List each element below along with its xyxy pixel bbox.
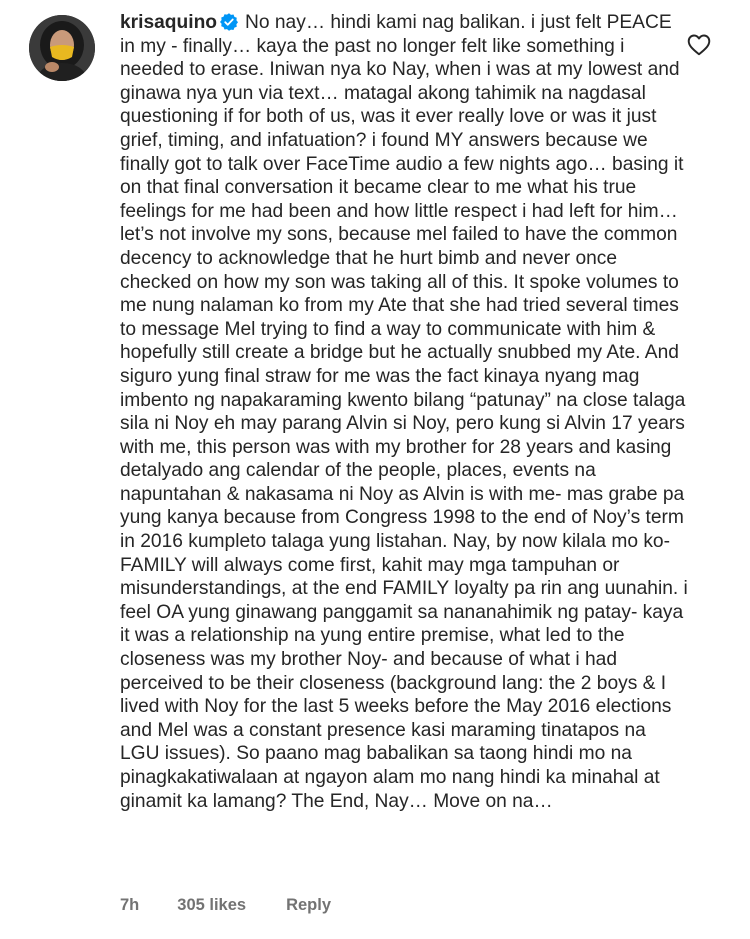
avatar-image bbox=[29, 15, 95, 81]
reply-button[interactable]: Reply bbox=[286, 896, 332, 914]
verified-badge-icon bbox=[219, 12, 239, 32]
avatar[interactable] bbox=[29, 15, 95, 81]
username-link[interactable]: krisaquino bbox=[120, 12, 218, 33]
heart-outline-icon[interactable] bbox=[686, 32, 712, 58]
comment-body bbox=[120, 11, 688, 813]
comment-timestamp: 7h bbox=[120, 896, 140, 914]
likes-count-link[interactable]: 305 likes bbox=[177, 896, 247, 914]
comment-meta bbox=[120, 896, 369, 915]
comment-text: No nay… hindi kami nag balikan. i just felt PEACE in my - finally… kaya the past no longer felt like something i needed to erase. Iniwan nya ko Nay, when i was at my lowest and ginawa nya yun via text… matagal akong tahimik na nagdasal questioning if for both of us, was it ever really love or was it just grief, timing, and infatuation? i found MY answers because we finally got to talk over FaceTime audio a few nights ago… basing it on that final conversation it became clear to me what his true feelings for me had been and how little respect i had left for him… let’s not involve my sons, because mel failed to have the common decency to acknowledge that he hurt bimb and never once checked on how my son was taking all of this. It spoke volumes to me nung nalaman ko from my Ate that she had tried several times to message Mel trying to find a way to communicate with him & hopefully still create a bridge but he actually snubbed my Ate. And siguro yung final straw for me was the fact kinaya nyang mag imbento ng napakaraming kwento bilang “patunay” na close talaga sila ni Noy eh may parang Alvin si Noy, pero kung si Alvin 17 years with me, this person was with my brother for 28 years and kasing detalyado ang calendar of the people, places, events na napuntahan & nakasama ni Noy as Alvin is with me- mas grabe pa yung kanya because from Congress 1998 to the end of Noy’s term in 2016 kumpleto talaga yung listahan. Nay, by now kilala mo ko- FAMILY will always come first, kahit may mga tampuhan or misunderstandings, at the end FAMILY loyalty pa rin ang uunahin. i feel OA yung ginawang panggamit sa nananahimik ng patay- kaya it was a relationship na yung entire premise, what led to the closeness was my brother Noy- and because of what i had perceived to be their closeness (background lang: the 2 boys & I lived with Noy for the last 5 weeks before the May 2016 elections and Mel was a constant presence kasi maraming tinatapos na LGU issues). So paano mag babalikan sa taong hindi mo na pinagkakatiwalaan at ngayon alam mo nang hindi ka minahal at ginamit ka lamang? The End, Nay… Move on na… bbox=[120, 12, 688, 812]
